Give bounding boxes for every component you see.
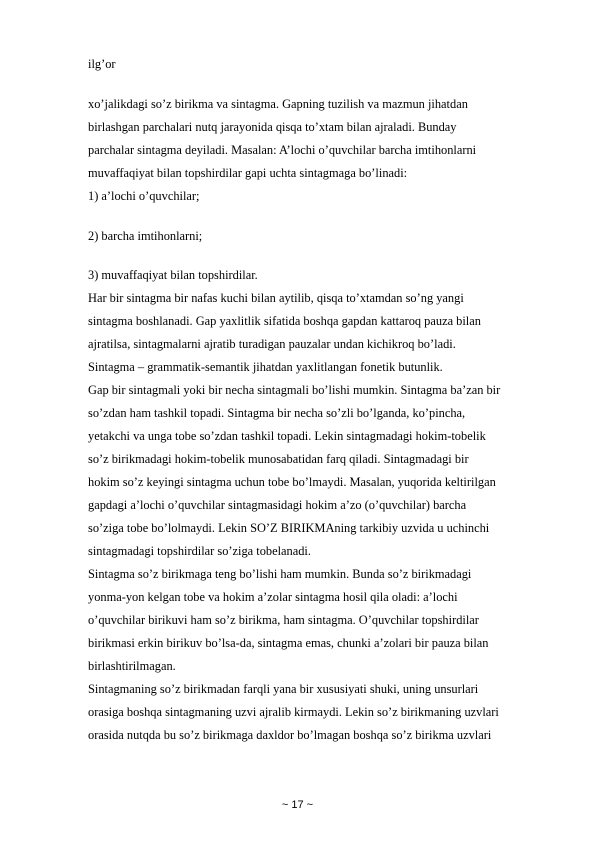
text-line: sintagma boshlanadi. Gap yaxlitlik sifatida boshqa gapdan kattaroq pauza bilan bbox=[88, 314, 481, 328]
text-line: birikmasi erkin birikuv bo’lsa-da, sintagma emas, chunki a’zolari bir pauza bilan bbox=[88, 636, 489, 650]
text-line: yetakchi va unga tobe so’zdan tashkil topadi. Lekin sintagmadagi hokim-tobelik bbox=[88, 429, 486, 443]
text-line: 3) muvaffaqiyat bilan topshirdilar. bbox=[88, 268, 258, 282]
text-line: sintagmadagi topshirdilar so’ziga tobelanadi. bbox=[88, 544, 311, 558]
text-line: so’ziga tobe bo’lolmaydi. Lekin SO’Z BIRIKMAning tarkibiy uzvida u uchinchi bbox=[88, 521, 490, 535]
text-line: so’zdan ham tashkil topadi. Sintagma bir necha so’zli bo’lganda, ko’pincha, bbox=[88, 406, 466, 420]
text-line: Sintagmaning so’z birikmadan farqli yana bir xususiyati shuki, uning unsurlari bbox=[88, 682, 479, 696]
text-line: so’z birikmadagi hokim-tobelik munosabatidan farq qiladi. Sintagmadagi bir bbox=[88, 452, 469, 466]
text-line: orasida nutqda bu so’z birikmaga daxldor bo’lmagan boshqa so’z birikma uzvlari bbox=[88, 728, 492, 742]
text-line: muvaffaqiyat bilan topshirdilar gapi uchta sintagmaga bo’linadi: bbox=[88, 166, 408, 180]
text-line: Sintagma – grammatik-semantik jihatdan yaxlitlangan fonetik butunlik. bbox=[88, 360, 443, 374]
text-line: Har bir sintagma bir nafas kuchi bilan aytilib, qisqa to’xtamdan so’ng yangi bbox=[88, 291, 464, 305]
text-line: 1) a’lochi o’quvchilar; bbox=[88, 189, 200, 203]
text-line: birlashgan parchalari nutq jarayonida qisqa to’xtam bilan ajraladi. Bunday bbox=[88, 120, 457, 134]
text-line: Sintagma so’z birikmaga teng bo’lishi ham mumkin. Bunda so’z birikmadagi bbox=[88, 567, 472, 581]
text-line: 2) barcha imtihonlarni; bbox=[88, 229, 203, 243]
text-line: gapdagi a’lochi o’quvchilar sintagmasidagi hokim a’zo (o’quvchilar) barcha bbox=[88, 498, 467, 512]
text-line: ajratilsa, sintagmalarni ajratib turadigan pauzalar undan kichikroq bo’ladi. bbox=[88, 337, 456, 351]
text-line: o’quvchilar birikuvi ham so’z birikma, ham sintagma. O’quvchilar topshirdilar bbox=[88, 613, 479, 627]
text-line: ilg’or bbox=[88, 57, 116, 71]
text-line: hokim so’z keyingi sintagma uchun tobe bo’lmaydi. Masalan, yuqorida keltirilgan bbox=[88, 475, 496, 489]
text-line: xo’jalikdagi so’z birikma va sintagma. Gapning tuzilish va mazmun jihatdan bbox=[88, 97, 468, 111]
text-line: birlashtirilmagan. bbox=[88, 659, 176, 673]
text-line: Gap bir sintagmali yoki bir necha sintagmali bo’lishi mumkin. Sintagma ba’zan bir bbox=[88, 383, 501, 397]
text-line: orasiga boshqa sintagmaning uzvi ajralib kirmaydi. Lekin so’z birikmaning uzvlari bbox=[88, 705, 499, 719]
page-number: ~ 17 ~ bbox=[281, 799, 314, 811]
text-line: parchalar sintagma deyiladi. Masalan: A’lochi o’quvchilar barcha imtihonlarni bbox=[88, 143, 477, 157]
text-line: yonma-yon kelgan tobe va hokim a’zolar sintagma hosil qila oladi: a’lochi bbox=[88, 590, 458, 604]
